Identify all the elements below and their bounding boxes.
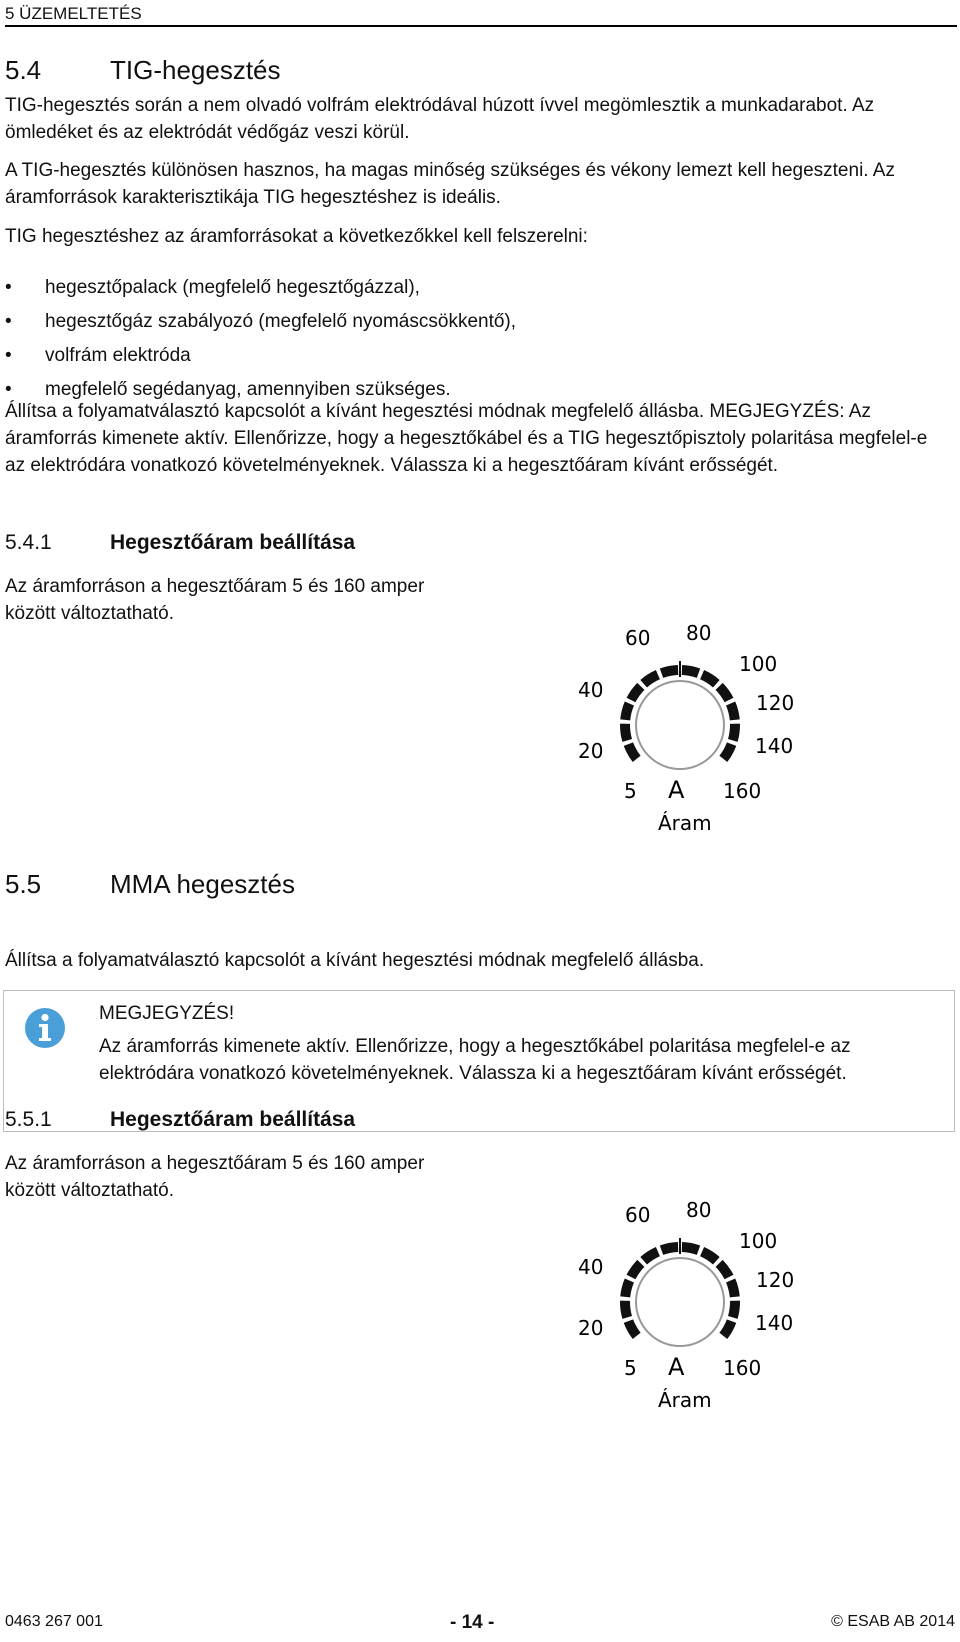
dial-scale-segment: [640, 1247, 660, 1264]
section-title: TIG-hegesztés: [110, 55, 281, 85]
dial-unit: A: [668, 776, 685, 804]
dial-scale-segment: [627, 1260, 645, 1279]
paragraph-mma-instructions: Állítsa a folyamatválasztó kapcsolót a kívánt hegesztési módnak megfelelő állásba.: [5, 950, 705, 971]
paragraph-current-range: Az áramforráson a hegesztőáram 5 és 160 amper között változtatható.: [5, 576, 425, 624]
dial-scale-segment: [620, 1301, 632, 1319]
dial-label-160: 160: [723, 779, 762, 803]
dial-label-80: 80: [686, 621, 712, 645]
dial-label-100: 100: [739, 652, 778, 676]
paragraph-tig-instructions: Állítsa a folyamatválasztó kapcsolót a kívánt hegesztési módnak megfelelő állásba. MEGJEGYZÉS: Az áramforrás kimenete aktív. Ellenőrizze, hogy a hegesztőkábel és a TIG hegesztőpisztoly polaritása megfelel-e az elektródára vonatkozó követelményeknek. Válassza ki a hegesztőáram kívánt erősségét.: [5, 401, 928, 476]
copyright: © ESAB AB 2014: [831, 1613, 955, 1630]
dial-label-80: 80: [686, 1198, 712, 1222]
list-item: • megfelelő segédanyag, amennyiben szükséges.: [5, 379, 451, 400]
paragraph-tig-equipment: TIG hegesztéshez az áramforrásokat a következőkkel kell felszerelni:: [5, 226, 588, 247]
dial-scale-segment: [728, 724, 740, 742]
dial-scale-segment: [716, 1260, 734, 1279]
dial-caption: Áram: [658, 1388, 712, 1412]
section-number: 5.4: [5, 55, 42, 85]
section-title: Hegesztőáram beállítása: [110, 1108, 356, 1131]
dial-label-20: 20: [578, 739, 604, 763]
page-number: - 14 -: [450, 1612, 495, 1633]
document-number: 0463 267 001: [5, 1613, 103, 1630]
header-rule: [5, 25, 957, 27]
dial-scale-segment: [726, 1279, 740, 1298]
dial-scale-segment: [627, 683, 645, 702]
note-title: MEGJEGYZÉS!: [99, 1003, 235, 1024]
dial-scale-segment: [640, 670, 660, 687]
section-heading-5-4: [5, 55, 905, 87]
dial-label-120: 120: [756, 1268, 795, 1292]
dial-label-5: 5: [624, 779, 637, 803]
dial-scale-segment: [726, 702, 740, 721]
dial-knob: [636, 681, 724, 769]
dial-scale-segment: [719, 742, 736, 762]
dial-label-5: 5: [624, 1356, 637, 1380]
equipment-list: [5, 271, 945, 407]
chapter-header: 5 ÜZEMELTETÉS: [5, 4, 142, 23]
section-number: 5.4.1: [5, 531, 52, 554]
paragraph-tig-usage: A TIG-hegesztés különösen hasznos, ha magas minőség szükséges és vékony lemezt kell hegeszteni. Az áramforrások karakterisztikája TIG hegesztéshez is ideális.: [5, 160, 895, 208]
paragraph-tig-intro: TIG-hegesztés során a nem olvadó volfrám elektródával húzott ívvel megömlesztik a munkadarabot. Az ömledéket és az elektródát védőgáz veszi körül.: [5, 95, 875, 143]
dial-unit: A: [668, 1353, 685, 1381]
dial-label-40: 40: [578, 1255, 604, 1279]
dial-label-40: 40: [578, 678, 604, 702]
dial-scale-segment: [624, 1319, 641, 1339]
current-dial: [578, 615, 850, 855]
dial-scale-segment: [620, 1279, 634, 1298]
dial-label-20: 20: [578, 1316, 604, 1340]
section-title: Hegesztőáram beállítása: [110, 531, 356, 554]
dial-scale-segment: [620, 724, 632, 742]
dial-scale-segment: [716, 683, 734, 702]
list-item: • volfrám elektróda: [5, 345, 191, 366]
section-number: 5.5: [5, 869, 42, 899]
paragraph-current-range: Az áramforráson a hegesztőáram 5 és 160 amper között változtatható.: [5, 1153, 425, 1201]
dial-scale-segment: [660, 665, 678, 678]
section-heading-5-4-1: [5, 531, 905, 559]
dial-scale-segment: [719, 1319, 736, 1339]
section-title: MMA hegesztés: [110, 869, 295, 899]
current-dial: [578, 1192, 850, 1432]
dial-label-140: 140: [755, 1311, 794, 1335]
dial-label-140: 140: [755, 734, 794, 758]
dial-scale-segment: [624, 742, 641, 762]
list-item: • hegesztőpalack (megfelelő hegesztőgázzal),: [5, 277, 420, 298]
dial-scale-segment: [660, 1242, 678, 1255]
note-text: Az áramforrás kimenete aktív. Ellenőrizze, hogy a hegesztőkábel polaritása megfelel-e az elektródára vonatkozó követelményeknek. Válassza ki a hegesztőáram kívánt erősségét.: [99, 1036, 851, 1084]
dial-scale-segment: [728, 1301, 740, 1319]
dial-knob: [636, 1258, 724, 1346]
dial-scale-segment: [700, 670, 720, 687]
dial-caption: Áram: [658, 811, 712, 835]
dial-scale-segment: [700, 1247, 720, 1264]
dial-label-160: 160: [723, 1356, 762, 1380]
info-icon: [24, 1007, 66, 1049]
dial-scale-segment: [620, 702, 634, 721]
dial-scale-segment: [682, 1242, 700, 1255]
section-heading-5-5: [5, 869, 905, 901]
list-item: • hegesztőgáz szabályozó (megfelelő nyomáscsökkentő),: [5, 311, 517, 332]
section-heading-5-5-1: [5, 1108, 905, 1136]
dial-label-120: 120: [756, 691, 795, 715]
dial-scale-segment: [682, 665, 700, 678]
dial-label-100: 100: [739, 1229, 778, 1253]
dial-label-60: 60: [625, 626, 651, 650]
dial-label-60: 60: [625, 1203, 651, 1227]
section-number: 5.5.1: [5, 1108, 52, 1131]
